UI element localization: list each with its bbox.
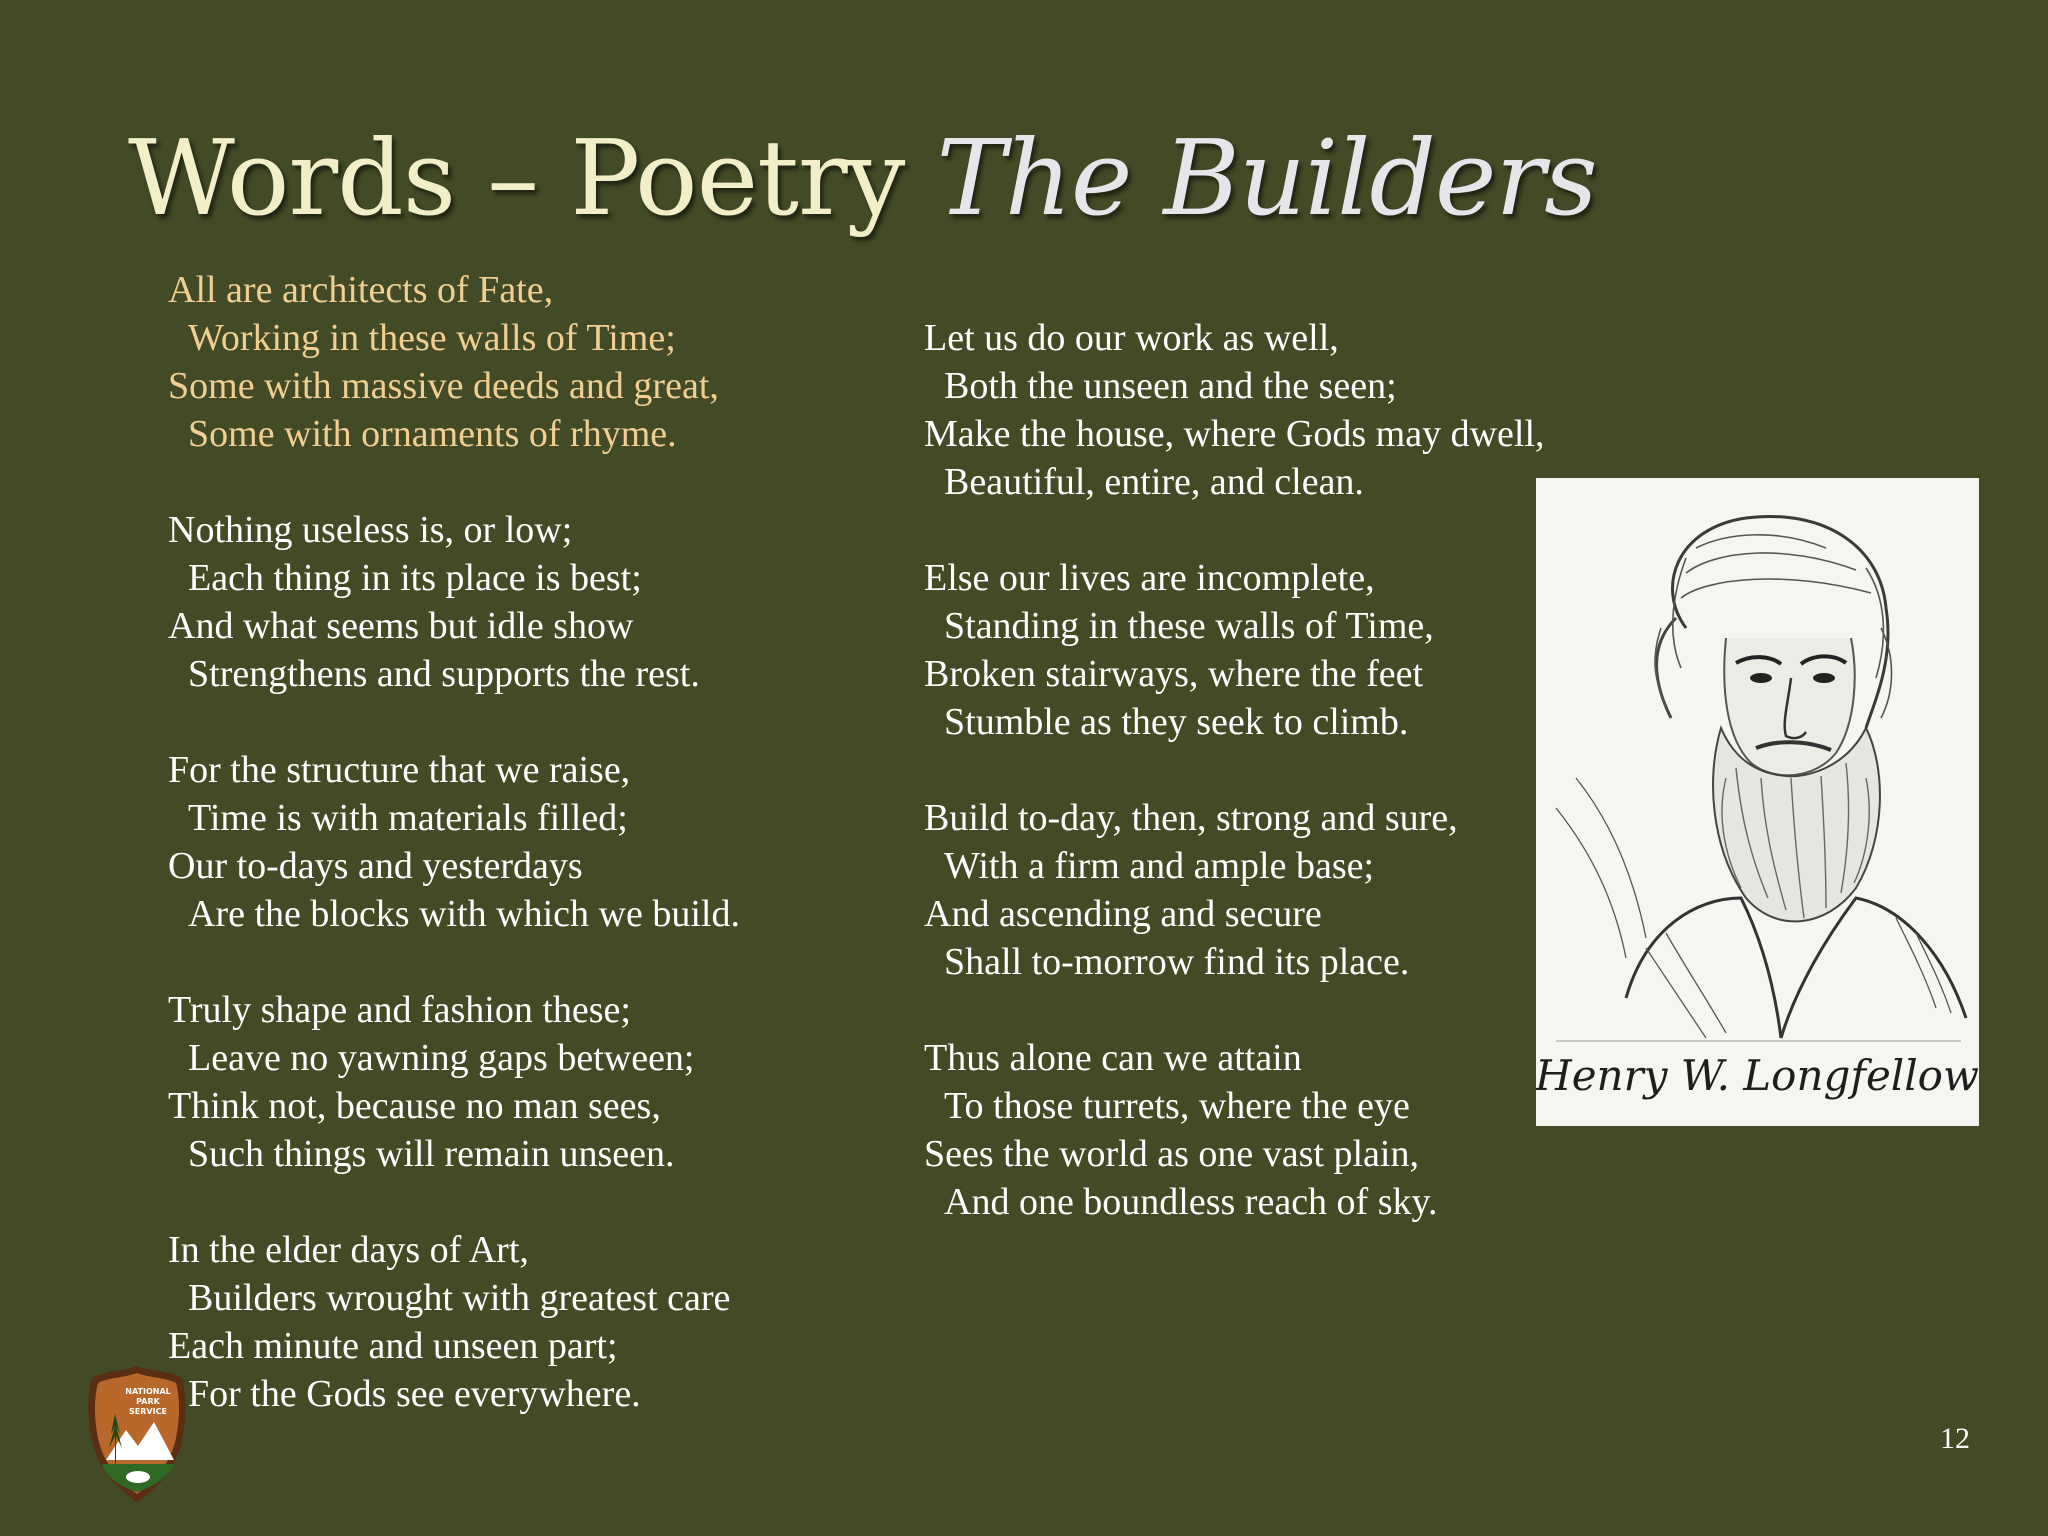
- poem-line: Make the house, where Gods may dwell,: [924, 413, 1545, 455]
- longfellow-portrait: [1536, 478, 1979, 1126]
- poem-line: Let us do our work as well,: [924, 317, 1339, 359]
- title-italic: The Builders: [936, 117, 1597, 239]
- poem-line: And what seems but idle show: [168, 605, 634, 647]
- poem-line: Leave no yawning gaps between;: [188, 1037, 695, 1079]
- poem-line: And ascending and secure: [924, 893, 1322, 935]
- poem-column-left: [168, 266, 740, 1466]
- poem-line: For the structure that we raise,: [168, 749, 631, 791]
- poem-line: With a firm and ample base;: [944, 845, 1375, 887]
- poem-line: Our to-days and yesterdays: [168, 845, 583, 887]
- poem-line: Build to-day, then, strong and sure,: [924, 797, 1458, 839]
- poem-line: Standing in these walls of Time,: [944, 605, 1434, 647]
- poem-line: Each thing in its place is best;: [188, 557, 642, 599]
- poem-line: Strengthens and supports the rest.: [188, 653, 700, 695]
- portrait-signature: Henry W. Longfellow: [1536, 1051, 1979, 1100]
- poem-stanza: [168, 986, 740, 1178]
- poem-stanza: [168, 1226, 740, 1418]
- poem-line: Broken stairways, where the feet: [924, 653, 1424, 695]
- poem-stanza: [168, 266, 740, 458]
- poem-line: All are architects of Fate,: [168, 269, 554, 311]
- poem-stanza: [168, 746, 740, 938]
- poem-line: Else our lives are incomplete,: [924, 557, 1375, 599]
- slide-title: [128, 108, 1597, 248]
- poem-line: Think not, because no man sees,: [168, 1085, 661, 1127]
- poem-line: Shall to-morrow find its place.: [944, 941, 1410, 983]
- logo-text-line: SERVICE: [129, 1407, 167, 1416]
- poem-line: Sees the world as one vast plain,: [924, 1133, 1419, 1175]
- poem-stanza: [924, 314, 1545, 506]
- poem-line: Truly shape and fashion these;: [168, 989, 631, 1031]
- poem-line: To those turrets, where the eye: [944, 1085, 1410, 1127]
- arrowhead-icon: [82, 1364, 192, 1504]
- logo-text-line: NATIONAL: [125, 1387, 171, 1396]
- poem-line: Time is with materials filled;: [188, 797, 628, 839]
- poem-column-right: [924, 314, 1545, 1274]
- page-number: 12: [1940, 1422, 1970, 1455]
- poem-stanza: [924, 794, 1545, 986]
- poem-line: Each minute and unseen part;: [168, 1325, 618, 1367]
- poem-stanza: [924, 554, 1545, 746]
- title-plain: Words – Poetry: [128, 117, 937, 239]
- poem-line: Stumble as they seek to climb.: [944, 701, 1409, 743]
- poem-line: Some with massive deeds and great,: [168, 365, 719, 407]
- poem-line: In the elder days of Art,: [168, 1229, 529, 1271]
- poem-line: Such things will remain unseen.: [188, 1133, 675, 1175]
- poem-line: Builders wrought with greatest care: [188, 1277, 731, 1319]
- poem-stanza: [168, 506, 740, 698]
- poem-line: Some with ornaments of rhyme.: [188, 413, 677, 455]
- poem-line: And one boundless reach of sky.: [944, 1181, 1438, 1223]
- poem-line: For the Gods see everywhere.: [188, 1373, 641, 1415]
- poem-stanza: [924, 1034, 1545, 1226]
- poem-line: Working in these walls of Time;: [188, 317, 676, 359]
- poem-line: Both the unseen and the seen;: [944, 365, 1397, 407]
- poem-line: Are the blocks with which we build.: [188, 893, 740, 935]
- poem-line: Beautiful, entire, and clean.: [944, 461, 1364, 503]
- portrait-sketch: [1536, 478, 1979, 1126]
- logo-text-line: PARK: [136, 1397, 160, 1406]
- nps-arrowhead-logo: [82, 1364, 192, 1504]
- poem-line: Nothing useless is, or low;: [168, 509, 573, 551]
- poem-line: Thus alone can we attain: [924, 1037, 1302, 1079]
